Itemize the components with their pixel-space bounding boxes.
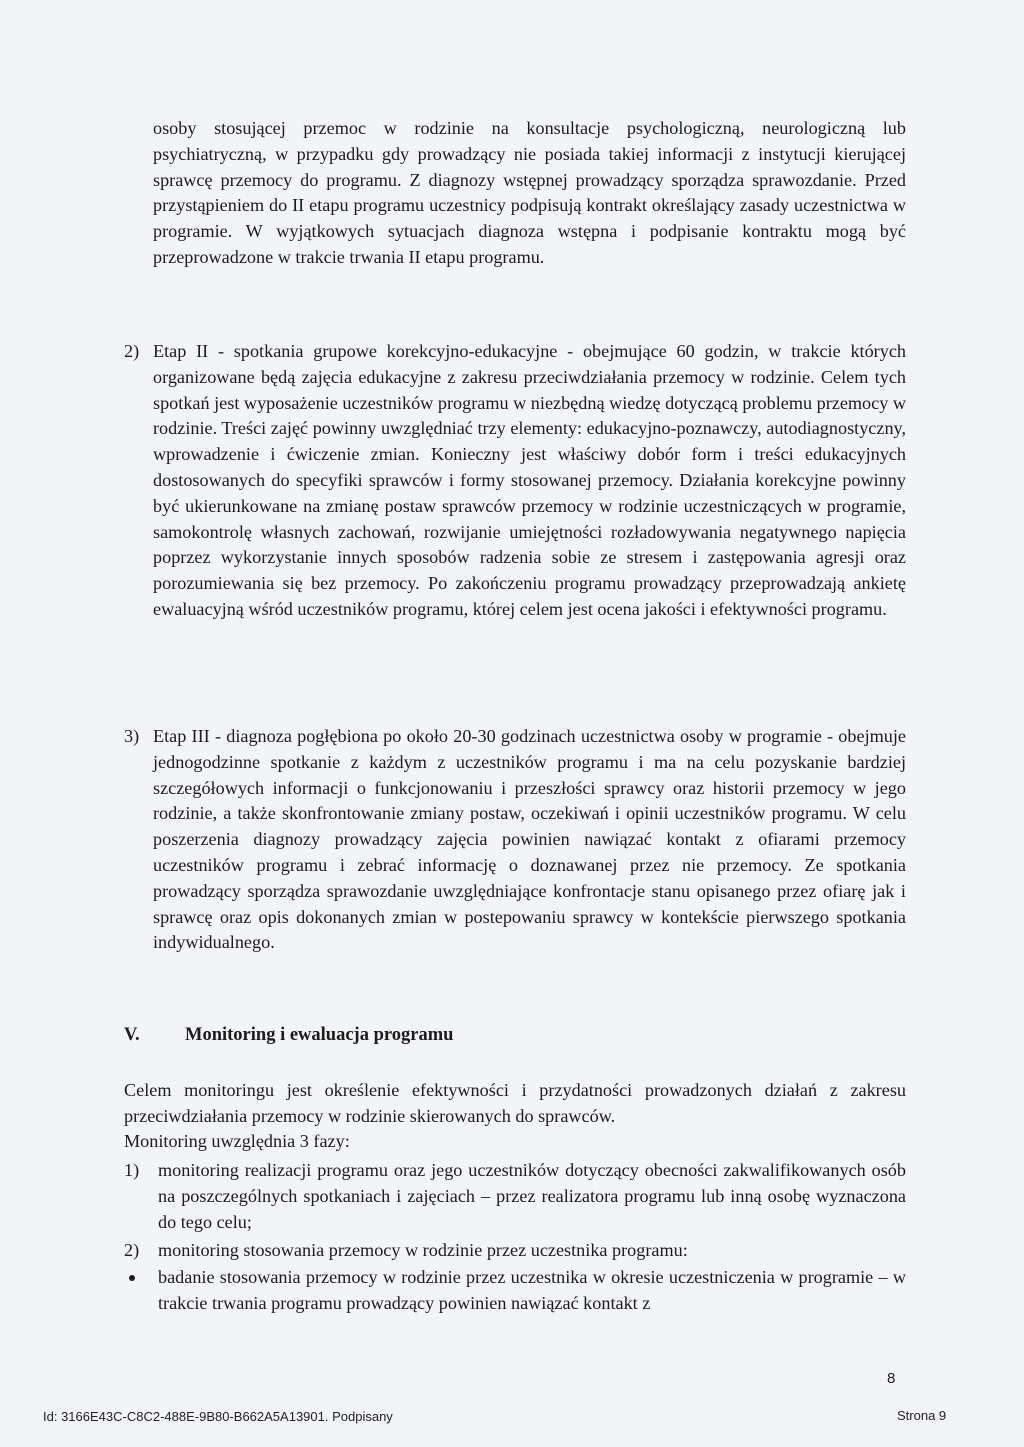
continuation-paragraph: osoby stosującej przemoc w rodzinie na konsultacje psychologiczną, neurologiczną lub psychiatryczną, w przypadku gdy prowadzący nie posiada takiej informacji z instytucji kierującej sprawcę przemocy do programu. Z diagnozy wstępnej prowadzący sporządza sprawozdanie. Przed przystąpieniem do II etapu programu uczestnicy podpisują kontrakt określający zasady uczestnictwa w programie. W wyjątkowych sytuacjach diagnoza wstępna i podpisanie kontraktu mogą być przeprowadzone w trakcie trwania II etapu programu. — [153, 118, 906, 267]
section-intro-paragraph: Celem monitoringu jest określenie efektywności i przydatności prowadzonych działań z zakresu przeciwdziałania przemocy w rodzinie skierowanych do sprawców. — [124, 1080, 906, 1126]
section-number: V. — [124, 1025, 140, 1045]
phase-text: monitoring realizacji programu oraz jego uczestników dotyczący obecności zakwalifikowanych osób na poszczególnych spotkaniach i zajęciach – przez realizatora programu lub inną osobę wyznaczona do tego celu; — [158, 1160, 906, 1232]
list-item-number: 3) — [124, 726, 140, 746]
phase-number: 1) — [124, 1160, 140, 1180]
phase-text: monitoring stosowania przemocy w rodzinie przez uczestnika programu: — [158, 1240, 688, 1260]
list-item-text: Etap II - spotkania grupowe korekcyjno-edukacyjne - obejmujące 60 godzin, w trakcie których organizowane będą zajęcia edukacyjne z zakresu przeciwdziałania przemocy w rodzinie. Celem tych spotkań jest wyposażenie uczestników programu w niezbędną wiedzę dotyczącą problemu przemocy w rodzinie. Treści zajęć powinny uwzględniać trzy elementy: edukacyjno-poznawczy, autodiagnostyczny, wprowadzenie i ćwiczenie zmian. Konieczny jest właściwy dobór form i treści edukacyjnych dostosowanych do specyfiki sprawców i formy stosowanej przemocy. Działania korekcyjne powinny być ukierunkowane na zmianę postaw sprawców przemocy w rodzinie uczestniczących w programie, samokontrolę własnych zachowań, rozwijanie umiejętności rozładowywania negatywnego napięcia poprzez wykorzystanie innych sposobów radzenia sobie ze stresem i zastępowania agresji oraz porozumiewania się bez przemocy. Po zakończeniu programu prowadzący przeprowadzają ankietę ewaluacyjną wśród uczestników programu, której celem jest ocena jakości i efektywności programu. — [153, 341, 906, 619]
bullet-icon — [129, 1275, 135, 1281]
footer-page-label: Strona 9 — [897, 1408, 947, 1423]
bullet-text: badanie stosowania przemocy w rodzinie przez uczestnika w okresie uczestniczenia w programie – w trakcie trwania programu prowadzący powinien nawiązać kontakt z — [158, 1267, 906, 1313]
list-item-number: 2) — [124, 341, 140, 361]
section-title: Monitoring i ewaluacja programu — [185, 1025, 454, 1045]
list-item-text: Etap III - diagnoza pogłębiona po około 20-30 godzinach uczestnictwa osoby w programie - obejmuje jednogodzinne spotkanie z każdym z uczestników programu i ma na celu pozyskanie bardziej szczegółowych informacji o funkcjonowaniu i przeszłości sprawcy oraz historii przemocy w jego rodzinie, a także skonfrontowanie zmiany postaw, oczekiwań i opinii uczestników programu. W celu poszerzenia diagnozy prowadzący zajęcia powinien nawiązać kontakt z ofiarami przemocy uczestników programu i zebrać informację o doznawanej przez nie przemocy. Ze spotkania prowadzący sporządza sprawozdanie uwzględniające konfrontacje stanu opisanego przez ofiarę jak i sprawcę oraz opis dokonanych zmian w postepowaniu sprawcy w kontekście pierwszego spotkania indywidualnego. — [153, 726, 906, 953]
phase-number: 2) — [124, 1240, 140, 1260]
page-number: 8 — [887, 1370, 896, 1387]
footer-document-id: Id: 3166E43C-C8C2-488E-9B80-B662A5A13901. Podpisany — [43, 1409, 393, 1424]
phases-intro: Monitoring uwzględnia 3 fazy: — [124, 1131, 350, 1151]
